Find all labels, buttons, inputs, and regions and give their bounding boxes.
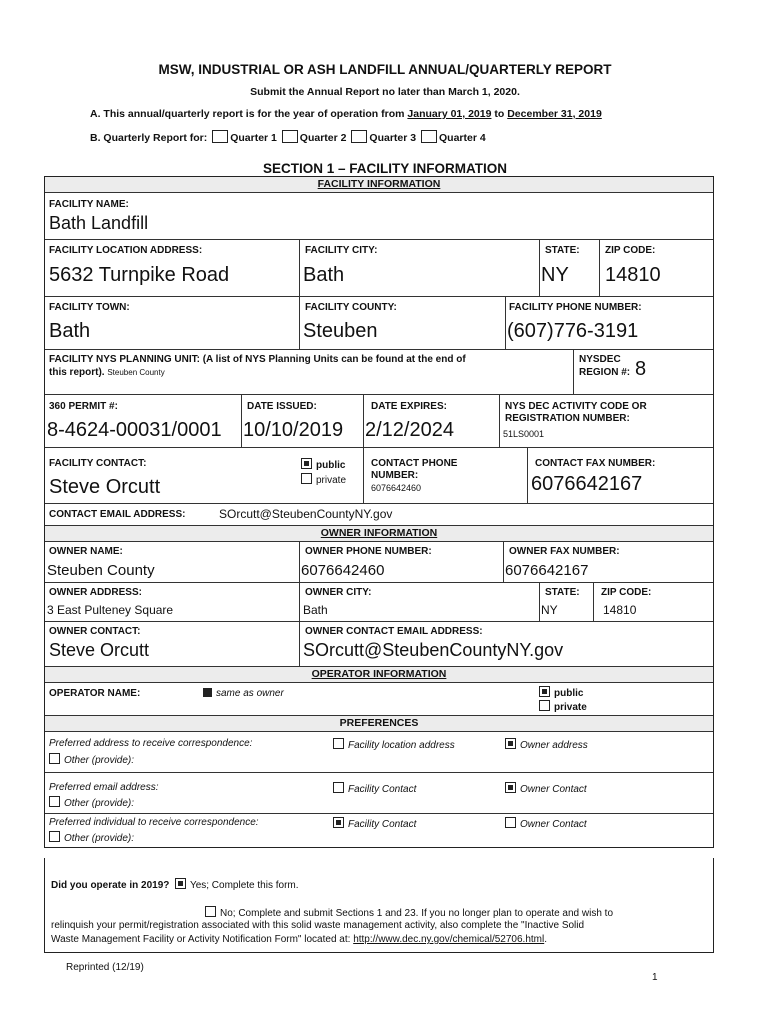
owner-state-label: STATE:: [545, 587, 580, 598]
owner-phone-label: OWNER PHONE NUMBER:: [305, 546, 432, 557]
facility-zip-value[interactable]: 14810: [605, 264, 661, 286]
pref-individual-row: [45, 814, 713, 846]
facility-form: [44, 176, 714, 848]
divider: [503, 542, 504, 582]
operator-name-label: OPERATOR NAME:: [49, 688, 141, 699]
pref-individual-facility-label: Facility Contact: [348, 819, 417, 830]
divider: [573, 350, 574, 394]
quarter-1-label: Quarter 1: [230, 132, 277, 144]
pref-individual-owner-label: Owner Contact: [520, 819, 587, 830]
quarter-3-label: Quarter 3: [369, 132, 417, 144]
owner-fax-label: OWNER FAX NUMBER:: [509, 546, 620, 557]
date-expires-value[interactable]: 2/12/2024: [365, 419, 454, 441]
pref-email-label: Preferred email address:: [49, 782, 159, 793]
contact-phone-value[interactable]: 6076642460: [371, 483, 422, 493]
date-issued-value[interactable]: 10/10/2019: [243, 419, 344, 441]
facility-address-value[interactable]: 5632 Turnpike Road: [49, 264, 230, 286]
owner-state-value[interactable]: NY: [541, 603, 558, 617]
operator-public-label: public: [554, 688, 584, 699]
region-label: NYSDEC: [579, 354, 621, 365]
quarter-2-label: Quarter 2: [299, 132, 347, 144]
contact-public-checkbox[interactable]: [301, 458, 312, 469]
facility-county-label: FACILITY COUNTY:: [305, 302, 397, 313]
operator-private-checkbox[interactable]: [539, 700, 550, 711]
divider: [241, 395, 242, 447]
divider: [499, 395, 500, 447]
activity-code-label-2: REGISTRATION NUMBER:: [505, 413, 630, 424]
pref-email-facility-label: Facility Contact: [348, 784, 417, 795]
quarter-3-checkbox[interactable]: [351, 130, 367, 143]
owner-phone-value[interactable]: 6076642460: [301, 562, 385, 579]
pref-address-other-checkbox[interactable]: [49, 753, 60, 764]
owner-city-label: OWNER CITY:: [305, 587, 372, 598]
pref-email-other-checkbox[interactable]: [49, 796, 60, 807]
facility-county-value[interactable]: Steuben: [303, 320, 378, 342]
divider: [299, 297, 300, 349]
period-from: January 01, 2019: [407, 108, 492, 120]
region-label-2: REGION #:: [579, 367, 631, 378]
report-subtitle: Submit the Annual Report no later than March 1, 2020.: [250, 86, 520, 98]
owner-city-value[interactable]: Bath: [303, 603, 328, 617]
contact-public-label: public: [316, 460, 346, 471]
contact-private-checkbox[interactable]: [301, 473, 312, 484]
contact-fax-value[interactable]: 6076642167: [531, 473, 643, 495]
facility-town-label: FACILITY TOWN:: [49, 302, 130, 313]
facility-town-value[interactable]: Bath: [49, 320, 91, 342]
owner-address-value[interactable]: 3 East Pulteney Square: [47, 603, 174, 617]
pref-email-owner-checkbox[interactable]: [505, 782, 516, 793]
facility-email-row: [45, 504, 713, 526]
divider: [299, 583, 300, 621]
owner-name-value[interactable]: Steuben County: [47, 562, 155, 579]
divider: [593, 583, 594, 621]
reprinted-note: Reprinted (12/19): [66, 962, 144, 973]
divider: [363, 448, 364, 503]
pref-email-owner-label: Owner Contact: [520, 784, 587, 795]
pref-email-row: [45, 773, 713, 814]
facility-phone-value[interactable]: (607)776-3191: [507, 320, 639, 342]
divider: [599, 240, 600, 296]
facility-contact-value[interactable]: Steve Orcutt: [49, 476, 161, 498]
facility-contact-row: [45, 448, 713, 504]
operate-period: .: [544, 934, 547, 945]
permit-label: 360 PERMIT #:: [49, 401, 118, 412]
pref-address-label: Preferred address to receive correspondence:: [49, 738, 253, 749]
period-prefix: A. This annual/quarterly report is for the year of operation from: [90, 108, 405, 120]
divider: [539, 583, 540, 621]
facility-name-row: [45, 193, 713, 240]
planning-unit-label: FACILITY NYS PLANNING UNIT: (A list of NYS Planning Units can be found at the end of: [49, 354, 466, 365]
pref-individual-label: Preferred individual to receive correspondence:: [49, 817, 259, 828]
quarter-4-checkbox[interactable]: [421, 130, 437, 143]
facility-info-bar: [45, 177, 713, 193]
facility-city-label: FACILITY CITY:: [305, 245, 378, 256]
inactive-form-link[interactable]: http://www.dec.ny.gov/chemical/52706.html: [353, 934, 545, 945]
pref-owner-address-checkbox[interactable]: [505, 738, 516, 749]
preferences-bar: [45, 716, 713, 732]
date-issued-label: DATE ISSUED:: [247, 401, 317, 412]
period-to: December 31, 2019: [507, 108, 602, 120]
activity-code-label: NYS DEC ACTIVITY CODE OR: [505, 401, 647, 412]
owner-contact-row: [45, 622, 713, 667]
owner-zip-label: ZIP CODE:: [601, 587, 652, 598]
owner-fax-value[interactable]: 6076642167: [505, 562, 589, 579]
facility-info-heading: FACILITY INFORMATION: [317, 178, 441, 190]
quarter-1-checkbox[interactable]: [212, 130, 228, 143]
operate-yes-label: Yes; Complete this form.: [189, 880, 299, 891]
region-value[interactable]: 8: [635, 358, 647, 380]
facility-name-label: FACILITY NAME:: [49, 199, 129, 210]
quarter-2-checkbox[interactable]: [282, 130, 298, 143]
pref-address-other-label: Other (provide):: [64, 755, 135, 766]
date-expires-label: DATE EXPIRES:: [371, 401, 447, 412]
operate-no-line-2: relinquish your permit/registration associated with this solid waste management activity, also complete the "Inactive Solid: [51, 920, 585, 931]
owner-address-row: [45, 583, 713, 622]
operate-no-line-3: Waste Management Facility or Activity Notification Form" located at:: [51, 934, 351, 945]
operator-info-heading: OPERATOR INFORMATION: [311, 668, 447, 680]
planning-unit-row: [45, 350, 713, 395]
quarter-4-label: Quarter 4: [439, 132, 486, 144]
facility-city-value[interactable]: Bath: [303, 264, 345, 286]
operator-row: [45, 683, 713, 716]
contact-phone-label-2: NUMBER:: [371, 470, 419, 481]
planning-unit-label-2: this report).: [49, 367, 105, 378]
divider: [299, 622, 300, 666]
pref-facility-address-label: Facility location address: [348, 740, 455, 751]
facility-email-label: CONTACT EMAIL ADDRESS:: [49, 509, 186, 520]
operate-no-checkbox[interactable]: [205, 906, 216, 917]
operator-info-bar: [45, 667, 713, 683]
owner-email-label: OWNER CONTACT EMAIL ADDRESS:: [305, 626, 483, 637]
owner-info-heading: OWNER INFORMATION: [320, 527, 438, 539]
divider: [527, 448, 528, 503]
facility-zip-label: ZIP CODE:: [605, 245, 656, 256]
quarterly-label: B. Quarterly Report for:: [90, 132, 208, 144]
pref-email-facility-checkbox[interactable]: [333, 782, 344, 793]
pref-individual-other-label: Other (provide):: [64, 833, 135, 844]
owner-zip-value[interactable]: 14810: [603, 603, 637, 617]
operate-yes-checkbox[interactable]: [175, 878, 186, 889]
facility-state-value[interactable]: NY: [541, 264, 569, 286]
permit-value[interactable]: 8-4624-00031/0001: [47, 419, 222, 441]
facility-phone-label: FACILITY PHONE NUMBER:: [509, 302, 642, 313]
pref-individual-owner-checkbox[interactable]: [505, 817, 516, 828]
operate-section: [44, 858, 714, 953]
contact-private-label: private: [316, 475, 347, 486]
pref-email-other-label: Other (provide):: [64, 798, 135, 809]
contact-fax-label: CONTACT FAX NUMBER:: [535, 458, 656, 469]
same-as-owner-label: same as owner: [216, 688, 284, 699]
pref-address-row: [45, 732, 713, 773]
period-to-word: to: [494, 108, 505, 120]
facility-state-label: STATE:: [545, 245, 580, 256]
permit-row: [45, 395, 713, 448]
quarterly-line: [90, 130, 486, 144]
activity-code-value[interactable]: 51LS0001: [503, 429, 545, 439]
divider: [363, 395, 364, 447]
divider: [299, 542, 300, 582]
page-number: 1: [652, 972, 658, 983]
owner-info-bar: [45, 526, 713, 542]
owner-name-row: [45, 542, 713, 583]
report-title: MSW, INDUSTRIAL OR ASH LANDFILL ANNUAL/QUARTERLY REPORT: [158, 62, 612, 77]
facility-address-label: FACILITY LOCATION ADDRESS:: [49, 245, 203, 256]
owner-address-label: OWNER ADDRESS:: [49, 587, 142, 598]
divider: [539, 240, 540, 296]
facility-town-row: [45, 297, 713, 350]
planning-unit-value[interactable]: Steuben County: [107, 368, 165, 377]
operator-private-label: private: [554, 702, 587, 713]
pref-individual-facility-checkbox[interactable]: [333, 817, 344, 828]
contact-phone-label: CONTACT PHONE: [371, 458, 458, 469]
section-title: SECTION 1 – FACILITY INFORMATION: [262, 161, 507, 176]
owner-email-value[interactable]: SOrcutt@SteubenCountyNY.gov: [303, 640, 564, 660]
same-as-owner-checkbox[interactable]: [203, 688, 212, 697]
reporting-period-line: [90, 108, 602, 120]
preferences-heading: PREFERENCES: [339, 717, 419, 729]
owner-contact-label: OWNER CONTACT:: [49, 626, 141, 637]
facility-email-value[interactable]: SOrcutt@SteubenCountyNY.gov: [219, 507, 393, 521]
divider: [299, 240, 300, 296]
operate-question: Did you operate in 2019?: [51, 880, 170, 891]
facility-name-value[interactable]: Bath Landfill: [49, 213, 149, 233]
facility-address-row: [45, 240, 713, 297]
pref-individual-other-checkbox[interactable]: [49, 831, 60, 842]
pref-facility-address-checkbox[interactable]: [333, 738, 344, 749]
pref-owner-address-label: Owner address: [520, 740, 588, 751]
facility-contact-label: FACILITY CONTACT:: [49, 458, 147, 469]
operator-public-checkbox[interactable]: [539, 686, 550, 697]
owner-name-label: OWNER NAME:: [49, 546, 123, 557]
operate-no-line-1: No; Complete and submit Sections 1 and 23. If you no longer plan to operate and wish to: [220, 908, 614, 919]
owner-contact-value[interactable]: Steve Orcutt: [49, 640, 150, 660]
divider: [505, 297, 506, 349]
